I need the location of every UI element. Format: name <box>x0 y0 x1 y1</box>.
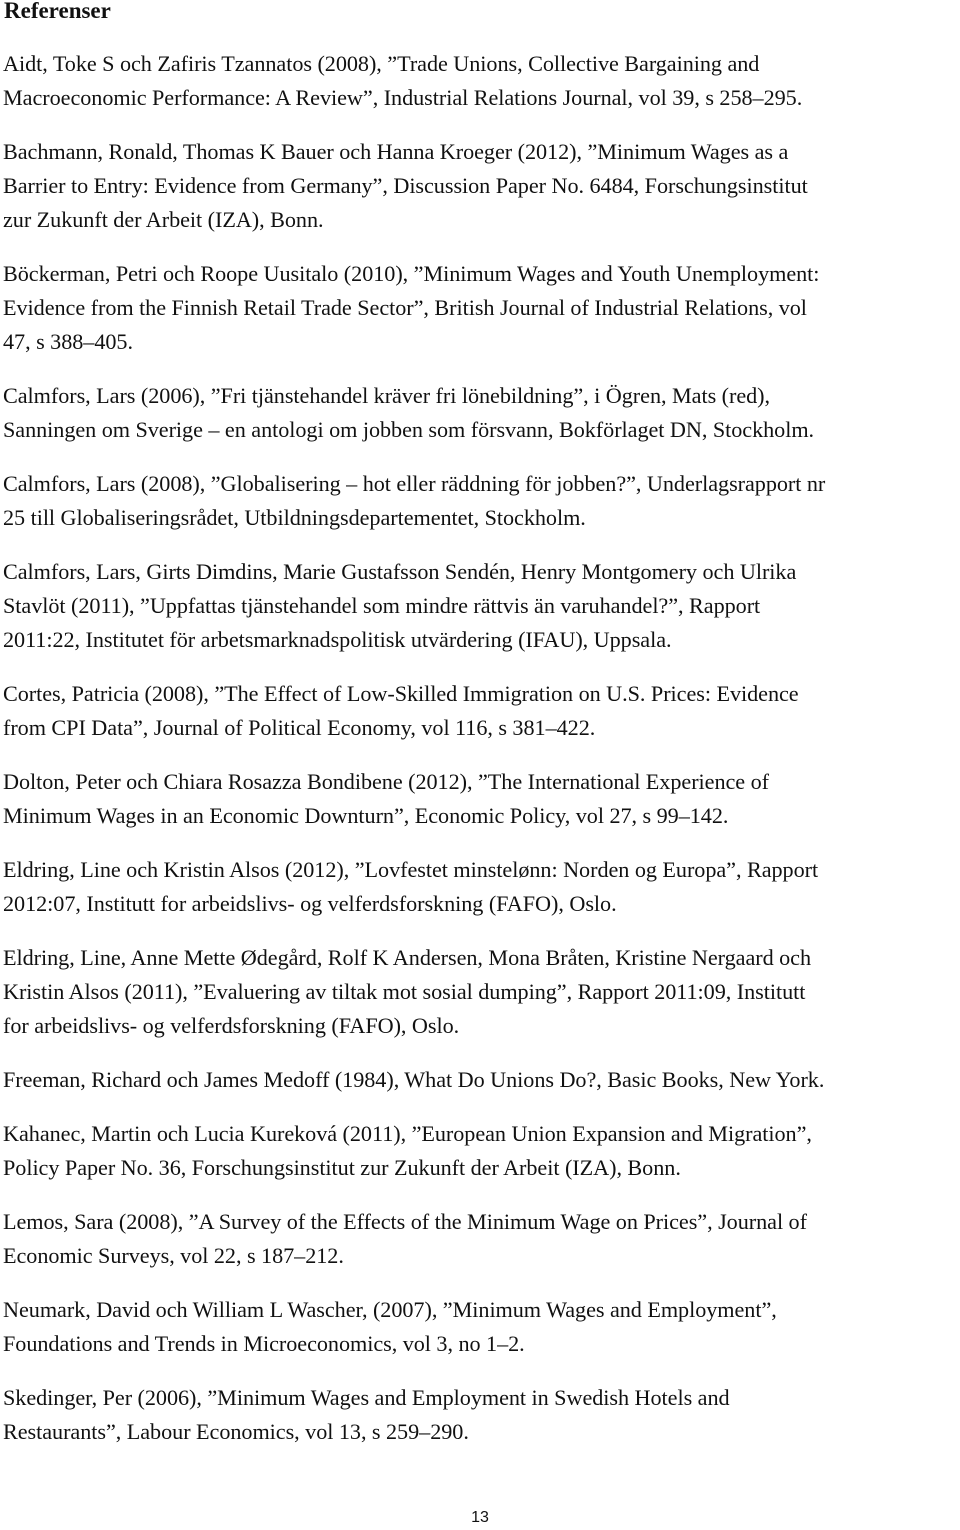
reference-entry: Aidt, Toke S och Zafiris Tzannatos (2008), ”Trade Unions, Collective Bargaining and Macroeconomic Performance: A Review”, Industrial Relations Journal, vol 39, s 258–295. <box>3 51 803 110</box>
reference-entry: Freeman, Richard och James Medoff (1984), What Do Unions Do?, Basic Books, New York. <box>3 1067 825 1092</box>
reference-entry: Lemos, Sara (2008), ”A Survey of the Effects of the Minimum Wage on Prices”, Journal of Economic Surveys, vol 22, s 187–212. <box>3 1209 807 1268</box>
reference-entry: Böckerman, Petri och Roope Uusitalo (2010), ”Minimum Wages and Youth Unemployment: Evidence from the Finnish Retail Trade Sector”, British Journal of Industrial Relations, vol 47, s 388–405. <box>3 261 820 354</box>
reference-entry: Skedinger, Per (2006), ”Minimum Wages and Employment in Swedish Hotels and Restaurants”, Labour Economics, vol 13, s 259–290. <box>3 1385 730 1444</box>
reference-entry: Neumark, David och William L Wascher, (2007), ”Minimum Wages and Employment”, Foundations and Trends in Microeconomics, vol 3, no 1–2. <box>3 1297 777 1356</box>
reference-entry: Bachmann, Ronald, Thomas K Bauer och Hanna Kroeger (2012), ”Minimum Wages as a Barrier to Entry: Evidence from Germany”, Discussion Paper No. 6484, Forschungsinstitut zur Zukunft der Arbeit (IZA), Bonn. <box>3 139 808 232</box>
reference-entry: Eldring, Line, Anne Mette Ødegård, Rolf K Andersen, Mona Bråten, Kristine Nergaard och Kristin Alsos (2011), ”Evaluering av tiltak mot sosial dumping”, Rapport 2011:09, Institutt for arbeidslivs- og velferdsforskning (FAFO), Oslo. <box>3 945 812 1038</box>
reference-entry: Eldring, Line och Kristin Alsos (2012), ”Lovfestet minstelønn: Norden og Europa”, Rapport 2012:07, Institutt for arbeidslivs- og velferdsforskning (FAFO), Oslo. <box>3 857 819 916</box>
reference-list <box>3 47 960 1469</box>
reference-entry: Kahanec, Martin och Lucia Kureková (2011), ”European Union Expansion and Migration”, Policy Paper No. 36, Forschungsinstitut zur Zukunft der Arbeit (IZA), Bonn. <box>3 1121 812 1180</box>
reference-entry: Cortes, Patricia (2008), ”The Effect of Low-Skilled Immigration on U.S. Prices: Evidence from CPI Data”, Journal of Political Economy, vol 116, s 381–422. <box>3 681 799 740</box>
reference-entry: Dolton, Peter och Chiara Rosazza Bondibene (2012), ”The International Experience of Minimum Wages in an Economic Downturn”, Economic Policy, vol 27, s 99–142. <box>3 769 769 828</box>
reference-entry: Calmfors, Lars (2006), ”Fri tjänstehandel kräver fri lönebildning”, i Ögren, Mats (red), Sanningen om Sverige – en antologi om jobben som försvann, Bokförlaget DN, Stockholm. <box>3 383 815 442</box>
page-number: 13 <box>471 1509 489 1526</box>
reference-entry: Calmfors, Lars, Girts Dimdins, Marie Gustafsson Sendén, Henry Montgomery och Ulrika Stavlöt (2011), ”Uppfattas tjänstehandel som mindre rättvis än varuhandel?”, Rapport 2011:22, Institutet för arbetsmarknadspolitisk utvärdering (IFAU), Uppsala. <box>3 559 797 652</box>
section-heading: Referenser <box>4 0 111 23</box>
reference-entry: Calmfors, Lars (2008), ”Globalisering – hot eller räddning för jobben?”, Underlagsrapport nr 25 till Globaliseringsrådet, Utbildningsdepartementet, Stockholm. <box>3 471 826 530</box>
